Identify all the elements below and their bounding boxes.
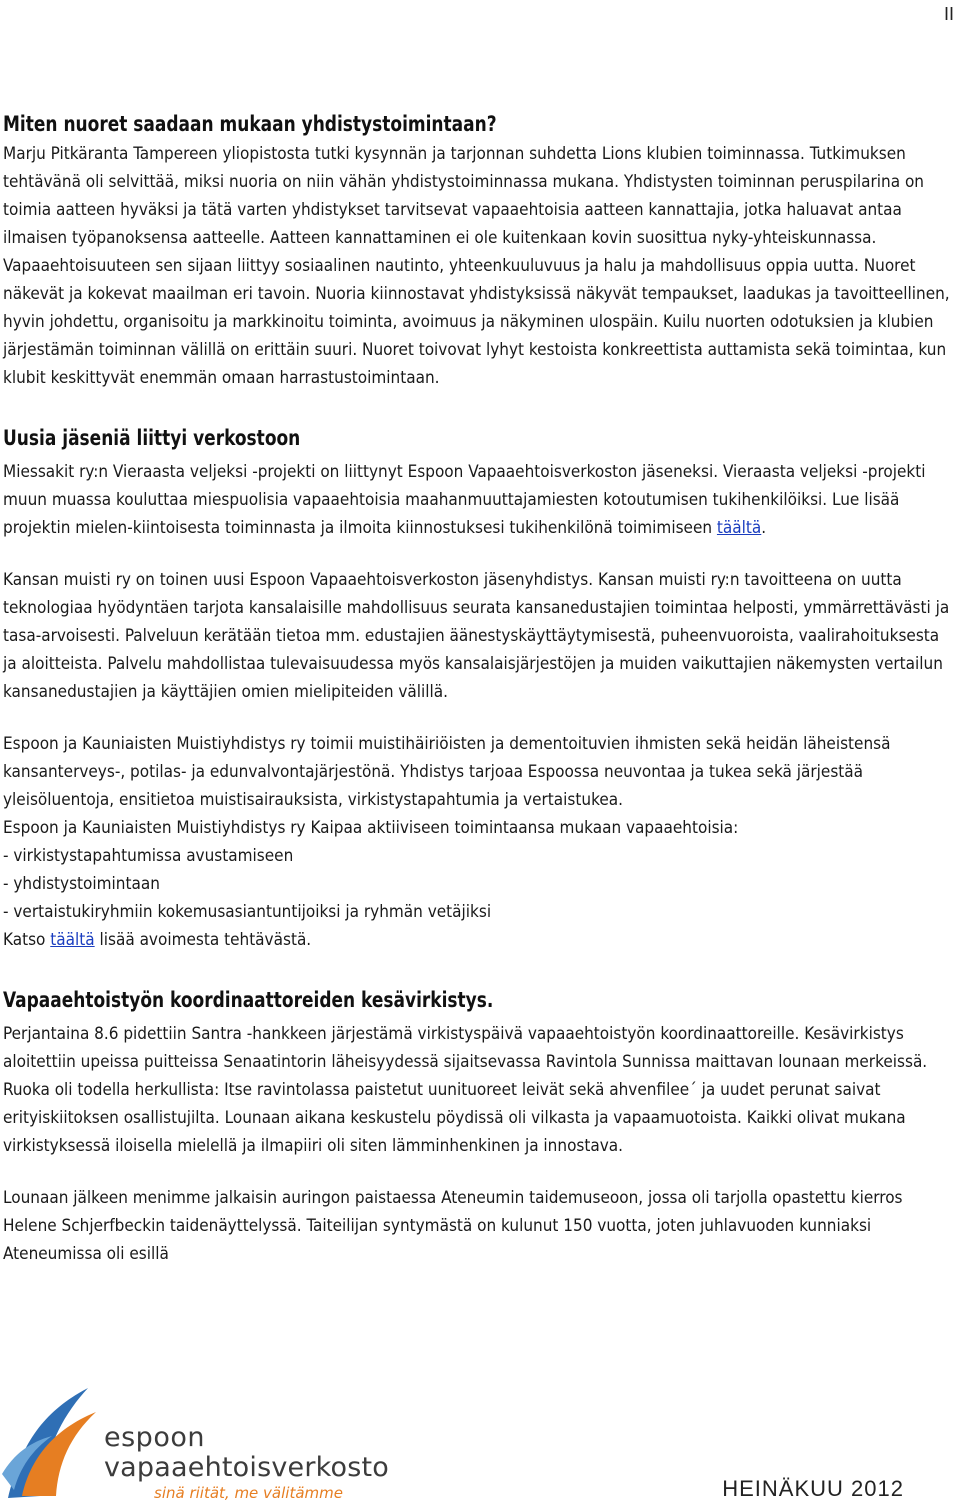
logo-text-espoon: espoon [104,1422,205,1453]
logo-text-vapaaehtoisverkosto: vapaaehtoisverkosto [104,1452,390,1483]
list-item: - yhdistystoimintaan [3,874,160,894]
see-more-end: lisää avoimesta tehtävästä. [94,930,312,950]
paragraph-ateneum: Lounaan jälkeen menimme jalkaisin auringon paistaessa Ateneumin taidemuseoon, jossa oli tarjolla opastettu kierros Helene Schjerfbeckin taidenäyttelyssä. Taiteilijan syntymästä on kulunut 150 vuotta, joten juhlavuoden kunniaksi Ateneumissa oli esillä [3,1188,903,1264]
paragraph-summer-lunch: Perjantaina 8.6 pidettiin Santra -hankkeen järjestämä virkistyspäivä vapaaehtoistyön koordinaattoreille. Kesävirkistys aloitettiin upeissa puitteissa Senaatintorin läheisyydessä sijaitsevassa Ravintola Sunnissa maittavan lounaan merkeissä. Ruoka oli todella herkullista: Itse ravintolassa paistetut uunituoreet leivät sekä ahvenfilee´ ja uudet perunat saivat erityiskiitoksen osallistujilta. Lounaan aikana keskustelu pöydissä oli vilkasta ja vapaamuotoista. Kaikki olivat mukana virkistyksessä iloisella mielellä ja ilmapiiri oli siten lämminhenkinen ja innostava. [3,1024,928,1156]
see-more-text: Katso [3,930,51,950]
link-taalta-miessakit[interactable]: täältä [716,518,762,538]
see-more-line [3,926,957,954]
section-paragraph-youth: Marju Pitkäranta Tampereen yliopistosta tutki kysynnän ja tarjonnan suhdetta Lions klubien toiminnassa. Tutkimuksen tehtävänä oli selvittää, miksi nuoria on niin vähän yhdistystoiminnassa mukana. Yhdistysten toiminnan peruspilarina on toimia aatteen hyväksi ja tätä varten yhdistykset tarvitsevat vapaaehtoisia aatteen kannattajia, jotka haluavat antaa ilmaisen työpanoksensa aatteelle. Aatteen kannattaminen ei ole kuitenkaan kovin suosittua nyky-yhteiskunnassa. Vapaaehtoisuuteen sen sijaan liittyy sosiaalinen nautinto, yhteenkuuluvuus ja halu ja mahdollisuus oppia uutta. Nuoret näkevät ja kokevat maailman eri tavoin. Nuoria kiinnostavat yhdistyksissä näkyvät tempaukset, laadukas ja tavoitteellinen, hyvin johdettu, organisoitu ja markkinoitu toiminta, avoimuus ja näkyminen ulospäin. Kuilu nuorten odotuksien ja klubien järjestämän toiminnan välillä on erittäin suuri. Nuoret toivovat lyhyt kestoista konkreettista auttamista sekä toimintaa, kun klubit keskittyvät enemmän omaan harrastustoimintaan. [3,144,950,388]
list-item: - virkistystapahtumissa avustamiseen [3,846,294,866]
volunteer-call-intro: Espoon ja Kauniaisten Muistiyhdistys ry Kaipaa aktiiviseen toimintaansa mukaan vapaaehtoisia: [3,818,739,838]
section-heading-summer-recreation: Vapaaehtoistyön koordinaattoreiden kesävirkistys. [3,988,494,1012]
section-heading-new-members: Uusia jäseniä liittyi verkostoon [3,426,301,450]
footer-date: HEINÄKUU 2012 [722,1476,904,1501]
newsletter-content [3,112,957,1268]
paragraph-miessakit [3,458,957,542]
paragraph-volunteer-call [3,814,957,954]
page-number: II [943,4,954,24]
logo-bird-mark [2,1388,96,1498]
paragraph-miessakit-text: Miessakit ry:n Vieraasta veljeksi -projekti on liittynyt Espoon Vapaaehtoisverkoston jäseneksi. Vieraasta veljeksi -projekti muun muassa kouluttaa miespuolisia vapaaehtoisia maahanmuuttajamiesten kotoutumisen tukihenkilöiksi. Lue lisää projektin mielen-kiintoisesta toiminnasta ja ilmoita kiinnostuksesi tukihenkilönä toimimiseen [3,462,926,538]
link-taalta-muisti[interactable]: täältä [50,930,95,950]
paragraph-muistiyhdistys: Espoon ja Kauniaisten Muistiyhdistys ry toimii muistihäiriöisten ja dementoituvien ihmisten sekä heidän läheistensä kansanterveys-, potilas- ja edunvalvontajärjestönä. Yhdistys tarjoaa Espoossa neuvontaa ja tukea sekä järjestää yleisöluentoja, ensitietoa muistisairauksista, virkistystapahtumia ja vertaistukea. [3,734,891,810]
paragraph-miessakit-end: . [761,518,767,538]
paragraph-kansan-muisti: Kansan muisti ry on toinen uusi Espoon Vapaaehtoisverkoston jäsenyhdistys. Kansan muisti ry:n tavoitteena on uutta teknologiaa hyödyntäen tarjota kansalaisille mahdollisuus seurata kansanedustajien toimintaa helposti, ymmärrettävästi ja tasa-arvoisesti. Palveluun kerätään tietoa mm. edustajien äänestyskäyttäytymisestä, puheenvuoroista, vaalirahoituksesta ja aloitteista. Palvelu mahdollistaa tulevaisuudessa myös kansalaisjärjestöjen ja muiden vaikuttajien näkemysten vertailun kansanedustajien ja käyttäjien omien mielipiteiden välillä. [3,570,950,702]
logo-tagline: sinä riität, me välitämme [154,1484,343,1502]
section-heading-youth: Miten nuoret saadaan mukaan yhdistystoimintaan? [3,112,497,136]
list-item: - vertaistukiryhmiin kokemusasiantuntijoiksi ja ryhmän vetäjiksi [3,902,492,922]
